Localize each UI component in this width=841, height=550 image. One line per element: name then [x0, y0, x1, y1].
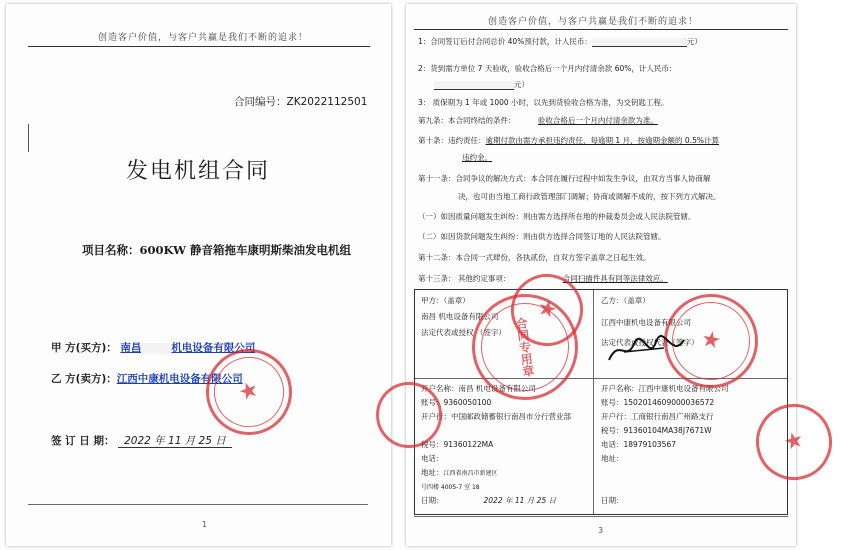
clause-11-line-1: 第十一条：合同争议的解决方式：本合同在履行过程中如发生争议，由双方当事人协商解	[418, 174, 711, 183]
sign-date-value: 2022 年 11 月 25 日	[118, 435, 232, 448]
payment-term-2	[418, 64, 676, 74]
field-value: 91360104MA38J7671W	[623, 426, 712, 435]
party-a-seal-heading: 甲方：（盖章）	[421, 296, 470, 305]
clause-11-item-2: （二）如因货款问题发生纠纷：则由供方选择合同签订地的人民法院管辖。	[418, 232, 666, 241]
header-divider	[414, 29, 788, 30]
party-a-label: 甲 方(买方)：	[51, 342, 117, 354]
seal-star-icon: ★	[235, 376, 263, 407]
field-value: 1502014609000036572	[623, 398, 715, 407]
footer-divider	[414, 516, 788, 517]
party-b-label: 乙 方(卖方)：	[51, 373, 117, 385]
payment-term-1	[418, 37, 702, 47]
clause-12: 第十二条：本合同一式肆份，各执贰份，自双方签字盖章之日起生效。	[418, 253, 651, 262]
field-value: 江西省南昌市新建区	[443, 470, 498, 477]
party-a-representative: 法定代表或授权 （签字）	[421, 328, 506, 337]
party-a-tax	[421, 440, 493, 450]
party-b-phone	[601, 440, 676, 450]
party-b-address	[601, 454, 624, 464]
table-center-divider	[593, 290, 594, 514]
project-name	[82, 242, 351, 258]
party-a-name-prefix: 南昌	[120, 342, 142, 354]
edge-seal-stamp-left	[376, 382, 442, 448]
field-label: 日期：	[421, 496, 444, 505]
seal-star-icon: ★	[781, 426, 807, 457]
field-label: 地址：	[601, 454, 624, 463]
redaction-box	[141, 343, 171, 354]
party-b-representative: 法定代表或授权代表（签字）	[601, 338, 699, 347]
contract-title: 发电机组合同	[126, 159, 271, 184]
payment-term-2-text: 2：货到需方单位 7 天验收，验收合格后一个月内付清余款 60%，计人民币：	[418, 64, 677, 73]
clause-10-text: 逾期付款由需方承担违约责任，每逾期 1 月，按逾期金额的 0.5%计算	[485, 136, 719, 145]
page-number: 3	[598, 526, 604, 535]
clause-13-text: 合同扫描件具有同等法律效应。	[562, 274, 668, 283]
clause-13-label: 第十三条： 其他约定事项：	[418, 274, 511, 283]
payment-term-2-cont	[434, 80, 529, 90]
field-label: 账号：	[601, 398, 624, 407]
amount-blank	[434, 81, 514, 90]
field-label: 开户名称：	[421, 384, 459, 393]
sign-date-label: 签 订 日 期：	[51, 435, 115, 447]
field-label: 电话：	[601, 440, 624, 449]
page-number: 1	[202, 520, 208, 529]
field-label: 日期：	[601, 496, 624, 505]
party-a-address	[421, 468, 498, 479]
payment-term-2-end: 元）	[514, 80, 529, 89]
footer-divider	[28, 504, 368, 505]
seal-inner-ring	[475, 294, 574, 396]
clause-10-cont: 违约金。	[462, 153, 492, 162]
field-label: 开户名称：	[601, 384, 639, 393]
party-a-phone	[421, 454, 444, 464]
amount-blank	[592, 38, 687, 47]
party-b-company: 江西中康机电设备有限公司	[601, 318, 691, 327]
seal-inner-ring	[204, 347, 294, 437]
party-a-address-note: 号四楼 4005-7 室 18	[421, 484, 480, 491]
party-b-date	[601, 496, 624, 506]
clause-9	[418, 116, 658, 126]
field-label: 电话：	[421, 454, 444, 463]
clause-11-item-1: （一）如因质量问题发生纠纷：则由需方选择所在地的仲裁委员会或人民法院管辖。	[418, 212, 696, 221]
field-value: 工商银行南昌广州路支行	[631, 412, 714, 421]
contract-page-3	[406, 4, 807, 546]
field-label: 税号：	[421, 440, 444, 449]
party-a-line	[51, 340, 255, 355]
field-label: 开户行：	[601, 412, 631, 421]
project-name-value: 600KW 静音箱拖车康明斯柴油发电机组	[139, 243, 352, 257]
header-divider	[28, 46, 370, 47]
field-value: 中国邮政储蓄银行南昌市分行营业部	[451, 412, 571, 421]
handwritten-signature	[604, 332, 694, 368]
party-a-date	[421, 496, 556, 506]
page-header-slogan: 创造客户价值，与客户共赢是我们不断的追求！	[98, 33, 309, 43]
party-b-account	[601, 398, 714, 408]
contract-number-value: ZK2022112501	[286, 96, 368, 108]
party-a-bank	[421, 412, 571, 422]
field-label: 开户行：	[421, 412, 451, 421]
party-a-company: 南昌 机电设备有限公司	[421, 312, 499, 321]
sign-date-line	[51, 433, 232, 448]
seal-star-icon: ★	[534, 294, 560, 325]
clause-9-label: 第九条：本合同终结的条件：	[418, 116, 516, 125]
party-b-seal-heading: 乙方：（盖章）	[601, 296, 650, 305]
warranty-term: 3： 质保期为 1 年或 1000 小时，以先到货验收合格为准，为交钥匙工程。	[418, 98, 669, 107]
clause-9-text: 验收合格后一个月内付清余款为准。	[537, 116, 658, 125]
clause-11-line-2: 决，也可由当地工商行政管理部门调解；协商或调解不成的，按下列方式解决。	[458, 192, 721, 201]
payment-term-1-text: 1：合同签订后付合同总价 40%预付款，计人民币：	[418, 37, 592, 46]
field-label: 地址：	[421, 468, 444, 477]
project-name-label: 项目名称：	[82, 243, 140, 257]
field-value: 91360122MA	[443, 440, 494, 449]
party-b-name: 江西中康机电设备有限公司	[116, 373, 243, 385]
margin-mark	[28, 124, 37, 152]
page-header-slogan: 创造客户价值，与客户共赢是我们不断的追求！	[488, 17, 699, 27]
field-label: 账	[421, 398, 429, 407]
field-value: 18979103567	[623, 440, 676, 449]
contract-page-1	[6, 4, 391, 546]
field-value: 2022 年 11 月 25 日	[483, 496, 557, 505]
clause-10	[418, 136, 719, 146]
field-label: 税号：	[601, 426, 624, 435]
contract-number	[234, 94, 367, 109]
contract-number-label: 合同编号：	[234, 96, 287, 108]
seal-star-icon: ★	[699, 326, 723, 355]
field-value: 江西中康机电设备有限公司	[638, 384, 729, 393]
field-value: 号：9360050100	[428, 398, 492, 407]
clause-10-label: 第十条：违约责任：	[418, 136, 486, 145]
party-b-bank	[601, 412, 714, 422]
party-b-tax	[601, 426, 712, 436]
seal-text: 合同专用章	[513, 316, 536, 378]
field-value: 南昌 机电设备有限公司	[458, 384, 536, 393]
party-a-name-suffix: 机电设备有限公司	[171, 342, 256, 354]
payment-term-1-end: 元）	[686, 37, 702, 46]
